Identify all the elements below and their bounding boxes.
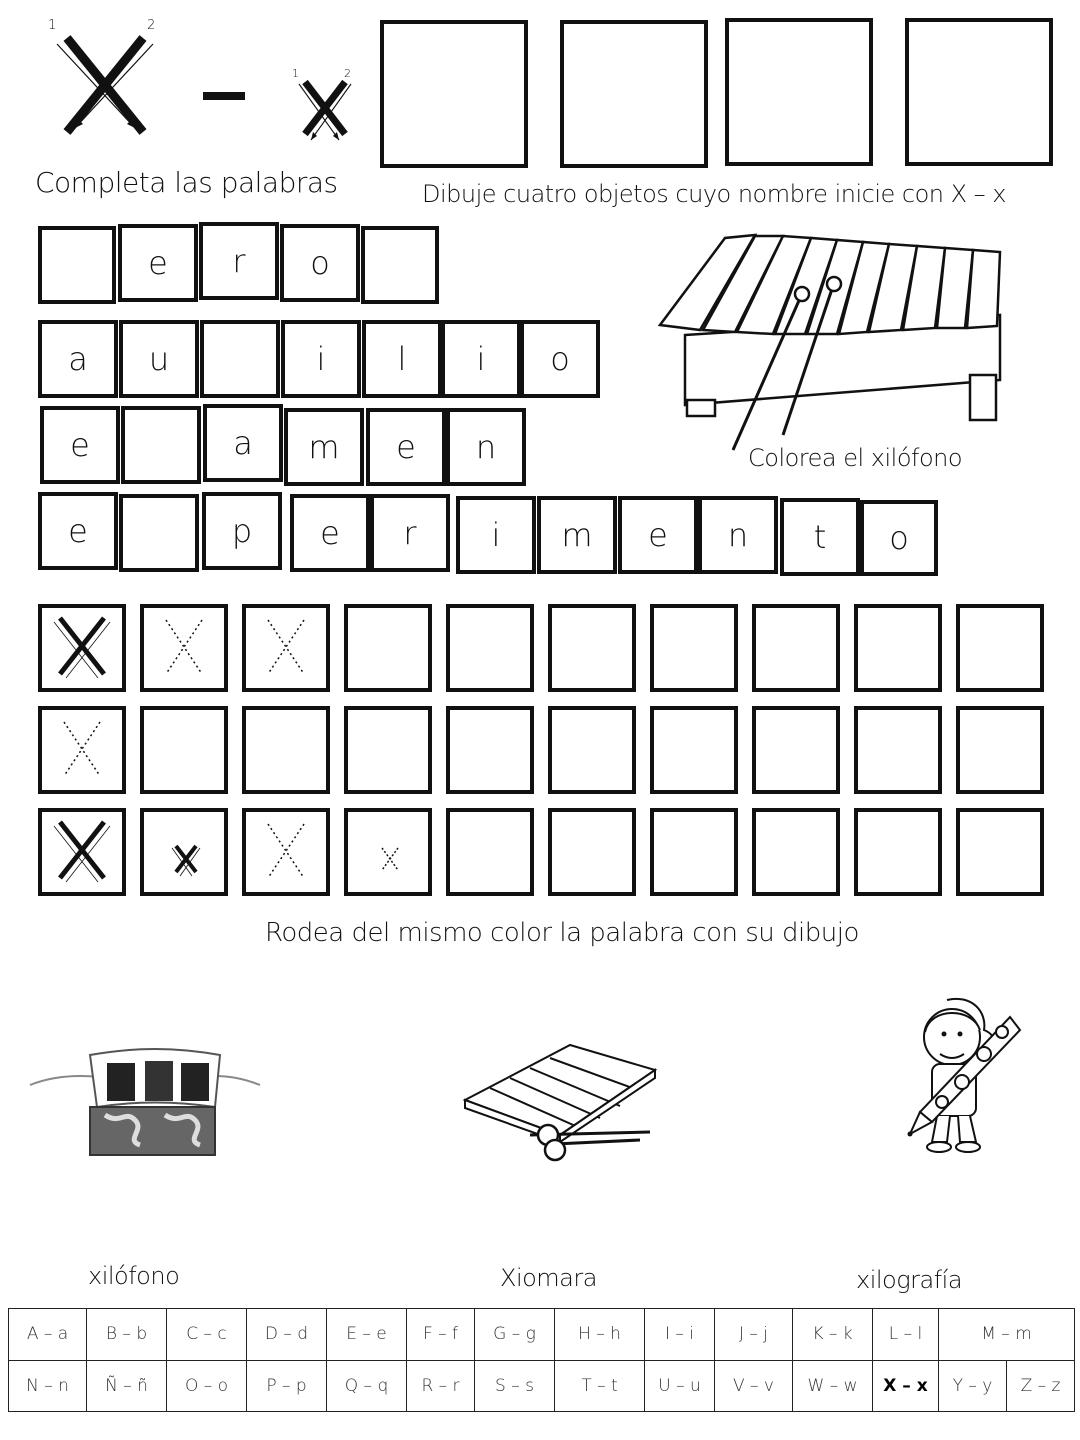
alphabet-cell: P – p (247, 1360, 327, 1412)
tracing-cell[interactable] (956, 604, 1044, 692)
letter-box[interactable]: e (290, 494, 370, 572)
tracing-cell[interactable] (446, 604, 534, 692)
alphabet-cell: S – s (475, 1360, 555, 1412)
alphabet-cell: R – r (407, 1360, 475, 1412)
drawing-box-2[interactable] (560, 20, 708, 168)
letter-box[interactable]: a (38, 320, 118, 398)
letter-box[interactable]: e (40, 406, 120, 484)
letter-box[interactable] (121, 406, 201, 484)
letter-box[interactable]: u (119, 320, 199, 398)
letter-box[interactable]: i (441, 320, 521, 398)
tracing-cell[interactable] (956, 808, 1044, 896)
alphabet-table (8, 1308, 1075, 1412)
tracing-cell[interactable] (956, 706, 1044, 794)
tracing-cell[interactable] (548, 808, 636, 896)
alphabet-cell: K – k (793, 1309, 873, 1361)
stroke-number-2: 2 (147, 18, 155, 33)
letter-box[interactable]: e (618, 496, 698, 574)
letter-box[interactable]: m (284, 408, 364, 486)
tracing-cell[interactable] (38, 808, 126, 896)
letter-box[interactable]: o (520, 320, 600, 398)
alphabet-cell: V – v (715, 1360, 793, 1412)
alphabet-cell: N – n (9, 1360, 87, 1412)
letter-box[interactable]: n (698, 496, 778, 574)
tracing-cell[interactable] (38, 706, 126, 794)
letter-box[interactable]: e (366, 408, 446, 486)
letter-box[interactable]: m (537, 496, 617, 574)
alphabet-cell: Ñ – ñ (87, 1360, 167, 1412)
dotted-x-icon (42, 710, 122, 790)
header-dash (203, 92, 245, 100)
tracing-cell[interactable] (650, 706, 738, 794)
drawing-box-1[interactable] (380, 20, 528, 168)
letter-box[interactable]: r (370, 494, 450, 572)
tracing-cell[interactable] (140, 706, 228, 794)
alphabet-cell: L – l (873, 1309, 939, 1361)
alphabet-cell: B – b (87, 1309, 167, 1361)
guide-x-icon (42, 608, 122, 688)
alphabet-cell: A – a (9, 1309, 87, 1361)
tracing-cell[interactable] (446, 808, 534, 896)
alphabet-cell: Q – q (327, 1360, 407, 1412)
letter-box[interactable]: a (203, 404, 283, 482)
alphabet-cell: I – i (645, 1309, 715, 1361)
small-stroke-number-1: 1 (292, 67, 299, 80)
instruction-color-xylophone: Colorea el xilófono (748, 444, 963, 472)
instruction-complete-words: Completa las palabras (35, 166, 338, 199)
tracing-cell[interactable] (344, 706, 432, 794)
letter-box[interactable]: o (860, 500, 938, 576)
drawing-box-3[interactable] (725, 18, 873, 166)
tracing-cell[interactable] (140, 808, 228, 896)
alphabet-cell: F – f (407, 1309, 475, 1361)
match-word-xylophone[interactable]: xilófono (88, 1262, 180, 1290)
tracing-cell[interactable] (140, 604, 228, 692)
alphabet-cell: M – m (939, 1309, 1075, 1361)
guide-x-icon (42, 812, 122, 892)
instruction-circle-match: Rodea del mismo color la palabra con su dibujo (265, 918, 859, 948)
match-word-xylography[interactable]: xilografía (856, 1266, 963, 1294)
tracing-cell[interactable] (242, 706, 330, 794)
tracing-cell[interactable] (548, 604, 636, 692)
alphabet-cell: H – h (555, 1309, 645, 1361)
alphabet-cell: Y – y (939, 1360, 1007, 1412)
letter-box[interactable]: n (446, 408, 526, 486)
letter-box[interactable] (200, 320, 280, 398)
tracing-cell[interactable] (344, 604, 432, 692)
dotted-x-icon (144, 608, 224, 688)
letter-box[interactable]: e (38, 492, 118, 570)
dotted-small-x-icon (348, 812, 428, 892)
letter-box[interactable] (38, 226, 116, 304)
letter-box[interactable] (119, 494, 199, 572)
alphabet-cell: D – d (247, 1309, 327, 1361)
tracing-cell[interactable] (446, 706, 534, 794)
letter-box[interactable]: i (281, 320, 361, 398)
match-word-xiomara[interactable]: Xiomara (500, 1264, 597, 1292)
alphabet-cell: G – g (475, 1309, 555, 1361)
tracing-cell[interactable] (752, 808, 840, 896)
instruction-draw-objects: Dibuje cuatro objetos cuyo nombre inicie con X – x (422, 180, 1006, 208)
alphabet-cell: W – w (793, 1360, 873, 1412)
tracing-cell[interactable] (752, 706, 840, 794)
tracing-cell[interactable] (854, 808, 942, 896)
tracing-cell[interactable] (242, 604, 330, 692)
alphabet-cell: Z – z (1007, 1360, 1075, 1412)
letter-box[interactable]: p (202, 492, 282, 570)
alphabet-cell: T – t (555, 1360, 645, 1412)
letter-box[interactable] (361, 226, 439, 304)
letter-box[interactable]: o (280, 224, 360, 302)
tracing-cell[interactable] (38, 604, 126, 692)
dotted-x-icon (246, 608, 326, 688)
tracing-cell[interactable] (650, 604, 738, 692)
tracing-cell[interactable] (854, 604, 942, 692)
tracing-cell[interactable] (650, 808, 738, 896)
stroke-number-1: 1 (48, 18, 56, 33)
drawing-box-4[interactable] (905, 18, 1053, 166)
alphabet-cell: J – j (715, 1309, 793, 1361)
tracing-cell[interactable] (752, 604, 840, 692)
tracing-cell[interactable] (242, 808, 330, 896)
alphabet-cell-highlight: X – x (873, 1360, 939, 1412)
letter-box[interactable]: t (780, 498, 860, 576)
alphabet-cell: C – c (167, 1309, 247, 1361)
letter-box[interactable]: r (199, 222, 279, 300)
tracing-cell[interactable] (854, 706, 942, 794)
alphabet-cell: U – u (645, 1360, 715, 1412)
tracing-cell[interactable] (344, 808, 432, 896)
small-stroke-number-2: 2 (344, 67, 351, 80)
tracing-cell[interactable] (548, 706, 636, 794)
letter-box[interactable]: l (362, 320, 442, 398)
letter-box[interactable]: e (118, 224, 198, 302)
guide-small-x-icon (144, 812, 224, 892)
letter-box[interactable]: i (456, 496, 536, 574)
alphabet-cell: O – o (167, 1360, 247, 1412)
alphabet-cell: E – e (327, 1309, 407, 1361)
dotted-x-icon (246, 812, 326, 892)
